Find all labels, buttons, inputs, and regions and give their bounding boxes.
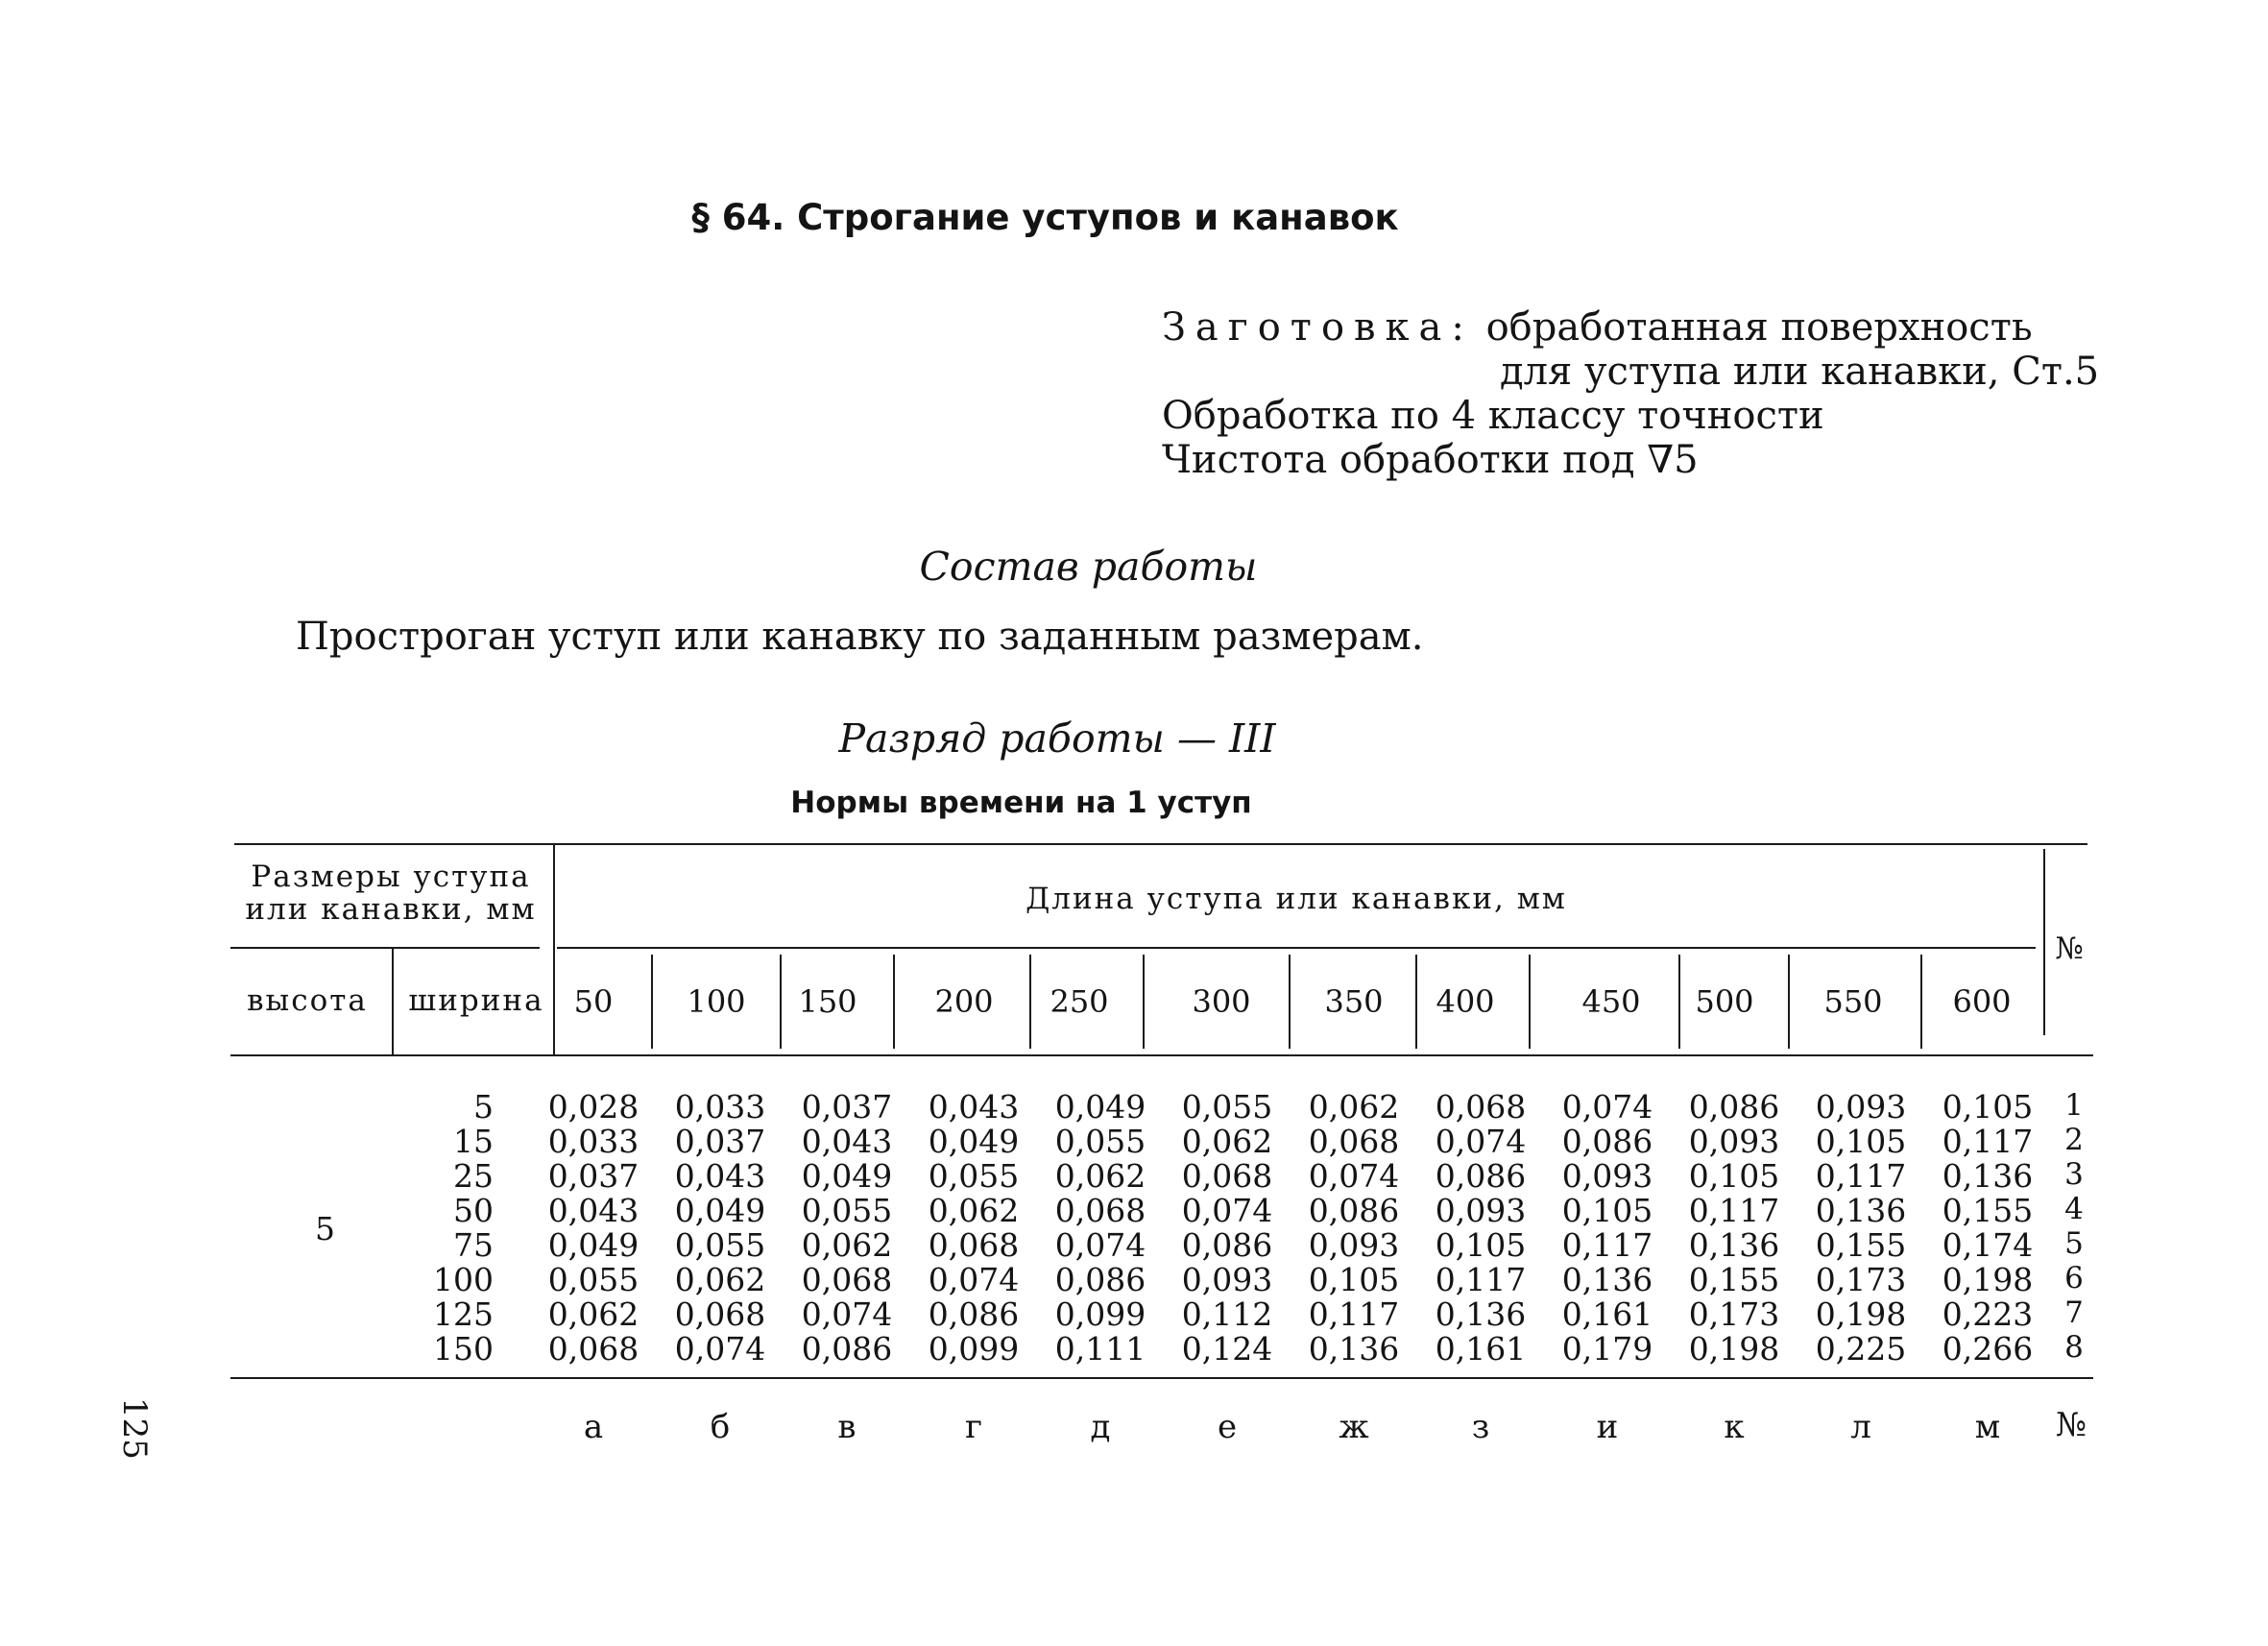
length-column-divider [893, 955, 895, 1049]
table-cell: 0,173 [1688, 1295, 1780, 1333]
table-cell: 0,111 [1054, 1330, 1146, 1368]
table-cell: 0,055 [1181, 1088, 1273, 1126]
length-column-divider [1289, 955, 1291, 1049]
table-cell: 0,198 [1942, 1261, 2034, 1298]
table-cell: 0,068 [928, 1226, 1020, 1264]
length-header: Длина уступа или канавки, мм [1025, 882, 1567, 916]
table-cell: 0,074 [674, 1330, 766, 1368]
table-cell: 0,074 [928, 1261, 1020, 1298]
table-cell: 0,223 [1942, 1295, 2034, 1333]
table-cell: 0,086 [1308, 1192, 1400, 1229]
height-label: высота [247, 983, 368, 1018]
page-number: 125 [115, 1397, 154, 1460]
row-number: 2 [2064, 1123, 2084, 1157]
table-cell: 0,105 [1688, 1157, 1780, 1195]
table-cell: 0,117 [1688, 1192, 1780, 1229]
column-letter: г [965, 1408, 982, 1446]
table-cell: 0,161 [1561, 1295, 1653, 1333]
table-cell: 0,086 [1054, 1261, 1146, 1298]
table-cell: 0,062 [674, 1261, 766, 1298]
blank-line-2: для уступа или канавки, Ст.5 [1500, 350, 2100, 394]
table-cell: 0,086 [928, 1295, 1020, 1333]
work-heading: Состав работы [919, 544, 1258, 590]
table-cell: 0,055 [1054, 1123, 1146, 1160]
table-cell: 0,117 [1815, 1157, 1907, 1195]
table-cell: 0,074 [1054, 1226, 1146, 1264]
size-subheader-rule [230, 947, 540, 949]
length-column-divider [651, 955, 653, 1049]
column-letter: е [1217, 1408, 1238, 1446]
table-cell: 0,117 [1942, 1123, 2034, 1160]
width-value: 5 [473, 1088, 494, 1126]
row-number: 3 [2064, 1157, 2084, 1192]
table-cell: 0,049 [801, 1157, 893, 1195]
width-value: 125 [433, 1295, 494, 1333]
table-cell: 0,043 [928, 1088, 1020, 1126]
table-cell: 0,136 [1688, 1226, 1780, 1264]
row-number: 1 [2064, 1088, 2084, 1123]
length-header-250: 250 [1050, 983, 1109, 1020]
table-cell: 0,086 [801, 1330, 893, 1368]
length-header-500: 500 [1695, 983, 1754, 1020]
table-cell: 0,117 [1308, 1295, 1400, 1333]
work-description: Простроган уступ или канавку по заданным размерам. [296, 615, 1424, 659]
length-header-150: 150 [798, 983, 857, 1020]
table-cell: 0,198 [1815, 1295, 1907, 1333]
table-cell: 0,062 [1308, 1088, 1400, 1126]
length-header-350: 350 [1324, 983, 1384, 1020]
letters-number-label: № [2055, 1406, 2087, 1444]
table-cell: 0,093 [1561, 1157, 1653, 1195]
table-cell: 0,068 [1181, 1157, 1273, 1195]
width-label: ширина [408, 983, 544, 1018]
table-cell: 0,105 [1308, 1261, 1400, 1298]
blank-label: Заготовка: [1162, 305, 1474, 350]
work-grade: Разряд работы — III [838, 715, 1276, 762]
table-cell: 0,093 [1435, 1192, 1527, 1229]
height-width-divider [392, 949, 394, 1054]
table-cell: 0,074 [1435, 1123, 1527, 1160]
table-cell: 0,086 [1435, 1157, 1527, 1195]
row-number: 7 [2064, 1295, 2084, 1330]
table-cell: 0,043 [674, 1157, 766, 1195]
table-cell: 0,043 [801, 1123, 893, 1160]
table-cell: 0,068 [801, 1261, 893, 1298]
norms-title: Нормы времени на 1 уступ [790, 786, 1252, 820]
table-cell: 0,033 [547, 1123, 639, 1160]
width-value: 100 [433, 1261, 494, 1298]
table-cell: 0,198 [1688, 1330, 1780, 1368]
table-cell: 0,266 [1942, 1330, 2034, 1368]
table-cell: 0,086 [1688, 1088, 1780, 1126]
table-cell: 0,105 [1561, 1192, 1653, 1229]
table-cell: 0,055 [547, 1261, 639, 1298]
length-header-200: 200 [934, 983, 994, 1020]
header-bottom-rule [230, 1054, 2093, 1056]
table-cell: 0,062 [801, 1226, 893, 1264]
table-cell: 0,105 [1435, 1226, 1527, 1264]
height-value: 5 [315, 1210, 335, 1247]
table-cell: 0,074 [1181, 1192, 1273, 1229]
column-letter: б [710, 1408, 731, 1446]
row-number: 6 [2064, 1261, 2084, 1295]
column-letter: и [1596, 1408, 1619, 1446]
table-cell: 0,174 [1942, 1226, 2034, 1264]
table-cell: 0,055 [674, 1226, 766, 1264]
table-cell: 0,033 [674, 1088, 766, 1126]
row-number: 4 [2064, 1192, 2084, 1226]
length-header-300: 300 [1192, 983, 1251, 1020]
table-cell: 0,074 [1308, 1157, 1400, 1195]
column-letter: л [1850, 1408, 1871, 1446]
column-letter: а [583, 1408, 604, 1446]
width-value: 15 [453, 1123, 494, 1160]
table-cell: 0,037 [674, 1123, 766, 1160]
column-letter: м [1974, 1408, 2001, 1446]
width-value: 25 [453, 1157, 494, 1195]
size-header [234, 860, 547, 926]
table-cell: 0,049 [1054, 1088, 1146, 1126]
length-column-divider [1143, 955, 1145, 1049]
table-cell: 0,068 [1435, 1088, 1527, 1126]
length-column-divider [1920, 955, 1922, 1049]
table-cell: 0,173 [1815, 1261, 1907, 1298]
table-cell: 0,062 [547, 1295, 639, 1333]
table-cell: 0,074 [801, 1295, 893, 1333]
table-cell: 0,068 [547, 1330, 639, 1368]
table-cell: 0,055 [928, 1157, 1020, 1195]
length-header-550: 550 [1823, 983, 1883, 1020]
table-cell: 0,074 [1561, 1088, 1653, 1126]
table-cell: 0,124 [1181, 1330, 1273, 1368]
table-cell: 0,049 [674, 1192, 766, 1229]
length-header-100: 100 [687, 983, 746, 1020]
table-cell: 0,028 [547, 1088, 639, 1126]
table-cell: 0,093 [1688, 1123, 1780, 1160]
blank-specification [1162, 305, 2099, 482]
table-cell: 0,043 [547, 1192, 639, 1229]
table-cell: 0,136 [1815, 1192, 1907, 1229]
table-cell: 0,099 [928, 1330, 1020, 1368]
table-cell: 0,037 [547, 1157, 639, 1195]
table-cell: 0,117 [1561, 1226, 1653, 1264]
table-cell: 0,062 [1054, 1157, 1146, 1195]
section-title: § 64. Строгание уступов и канавок [691, 197, 1399, 238]
row-number: 8 [2064, 1330, 2084, 1365]
number-header: № [2055, 932, 2084, 966]
table-cell: 0,155 [1688, 1261, 1780, 1298]
table-cell: 0,105 [1942, 1088, 2034, 1126]
table-cell: 0,062 [928, 1192, 1020, 1229]
table-cell: 0,136 [1435, 1295, 1527, 1333]
table-cell: 0,155 [1815, 1226, 1907, 1264]
length-header-400: 400 [1436, 983, 1495, 1020]
blank-line-1: обработанная поверхность [1485, 305, 2033, 350]
table-cell: 0,037 [801, 1088, 893, 1126]
table-bottom-rule [230, 1377, 2093, 1379]
table-cell: 0,155 [1942, 1192, 2034, 1229]
blank-line-3: Обработка по 4 классу точности [1162, 394, 1824, 438]
column-letter: в [837, 1408, 857, 1446]
table-cell: 0,099 [1054, 1295, 1146, 1333]
table-cell: 0,225 [1815, 1330, 1907, 1368]
column-letter: з [1471, 1408, 1490, 1446]
table-cell: 0,068 [674, 1295, 766, 1333]
size-header-line-2: или канавки, мм [245, 892, 537, 927]
table-cell: 0,136 [1308, 1330, 1400, 1368]
column-letter: д [1090, 1408, 1111, 1446]
table-cell: 0,136 [1561, 1261, 1653, 1298]
length-column-divider [1788, 955, 1790, 1049]
width-value: 150 [433, 1330, 494, 1368]
table-cell: 0,136 [1942, 1157, 2034, 1195]
length-header-50: 50 [573, 983, 614, 1020]
table-cell: 0,086 [1561, 1123, 1653, 1160]
table-cell: 0,093 [1815, 1088, 1907, 1126]
column-letter: ж [1339, 1408, 1369, 1446]
table-cell: 0,093 [1308, 1226, 1400, 1264]
table-cell: 0,112 [1181, 1295, 1273, 1333]
width-value: 50 [453, 1192, 494, 1229]
table-cell: 0,055 [801, 1192, 893, 1229]
table-cell: 0,179 [1561, 1330, 1653, 1368]
table-top-rule [234, 843, 2087, 845]
table-cell: 0,049 [928, 1123, 1020, 1160]
length-subheader-rule [557, 947, 2036, 949]
table-cell: 0,068 [1054, 1192, 1146, 1229]
length-column-divider [1529, 955, 1531, 1049]
table-cell: 0,161 [1435, 1330, 1527, 1368]
width-value: 75 [453, 1226, 494, 1264]
table-cell: 0,093 [1181, 1261, 1273, 1298]
table-cell: 0,105 [1815, 1123, 1907, 1160]
table-cell: 0,068 [1308, 1123, 1400, 1160]
table-cell: 0,086 [1181, 1226, 1273, 1264]
table-cell: 0,049 [547, 1226, 639, 1264]
length-header-600: 600 [1952, 983, 2012, 1020]
table-cell: 0,117 [1435, 1261, 1527, 1298]
column-letter: к [1724, 1408, 1745, 1446]
table-cell: 0,062 [1181, 1123, 1273, 1160]
row-number: 5 [2064, 1226, 2084, 1261]
size-header-line-1: Размеры уступа [251, 859, 531, 894]
blank-line-4: Чистота обработки под ∇5 [1162, 438, 1699, 482]
length-header-450: 450 [1581, 983, 1641, 1020]
size-length-divider [553, 845, 555, 1054]
